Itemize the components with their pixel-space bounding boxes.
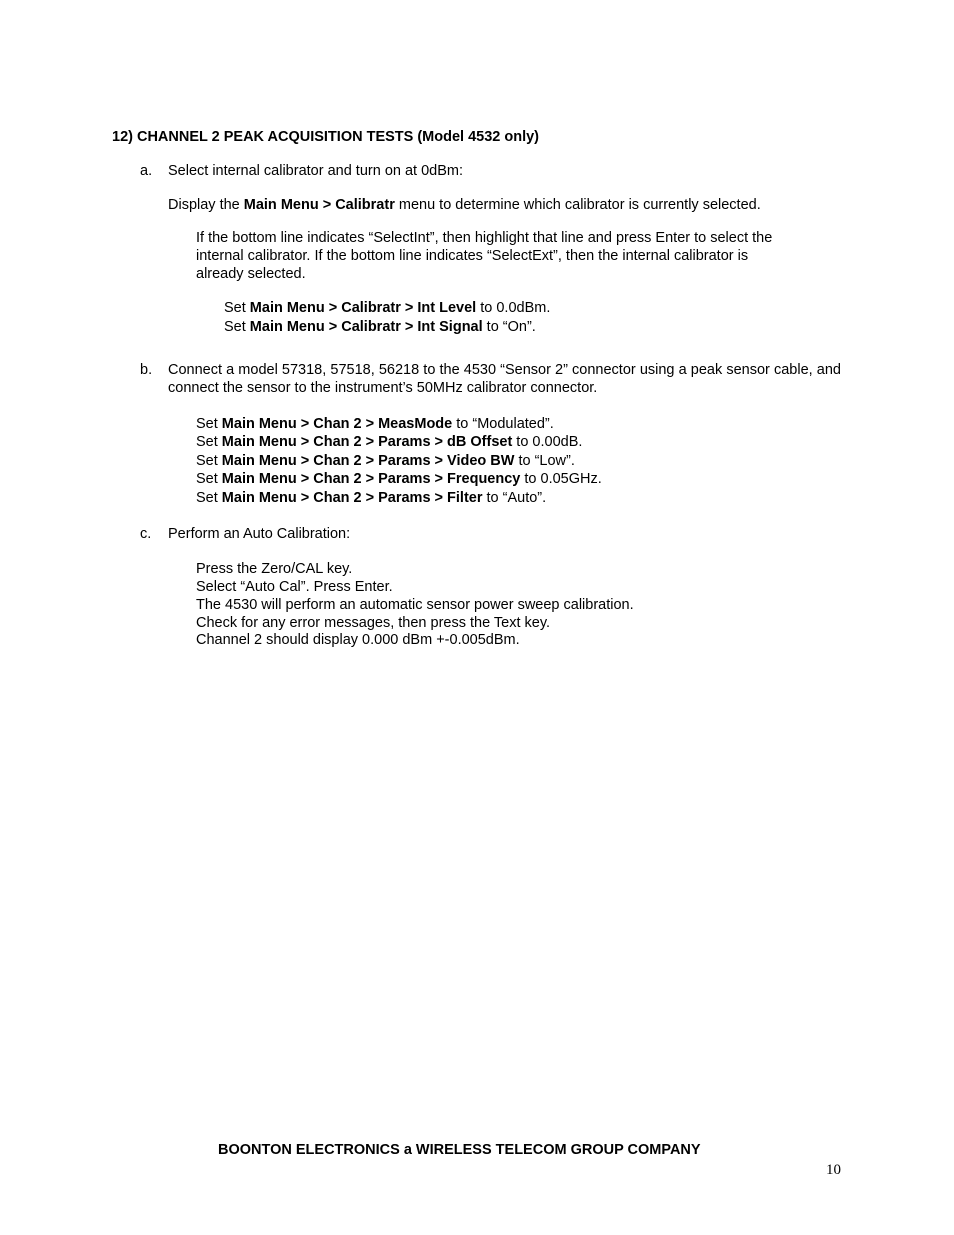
text: to “On”. (482, 319, 536, 335)
set-instruction (224, 299, 550, 317)
text: to 0.05GHz. (520, 471, 602, 487)
step: Channel 2 should display 0.000 dBm +-0.005dBm. (196, 632, 520, 648)
step: The 4530 will perform an automatic sensor power sweep calibration. (196, 597, 634, 613)
text: menu to determine which calibrator is currently selected. (394, 197, 761, 213)
menu-path: Main Menu > Calibratr > Int Signal (249, 319, 483, 335)
set-instruction (196, 489, 546, 507)
item-b-marker: b. (140, 362, 153, 378)
paragraph-line: internal calibrator. If the bottom line indicates “SelectExt”, then the internal calibrator is (196, 248, 749, 264)
text: Set (196, 490, 222, 506)
item-b-text: Connect a model 57318, 57518, 56218 to the 4530 “Sensor 2” connector using a peak sensor cable, and connect the sensor to the instrument’s 50MHz calibrator connector. (168, 362, 841, 396)
menu-path: Main Menu > Chan 2 > Params > Frequency (221, 471, 521, 487)
text: Set (196, 453, 222, 469)
set-instruction (224, 318, 536, 336)
item-c-text: Perform an Auto Calibration: (168, 526, 351, 542)
menu-path: Main Menu > Chan 2 > Params > Filter (221, 490, 483, 506)
item-a-marker: a. (140, 163, 153, 179)
text: Set (196, 416, 222, 432)
text: Set (196, 471, 222, 487)
text: to “Modulated”. (452, 416, 554, 432)
item-c-marker: c. (140, 526, 152, 542)
set-instruction (196, 452, 575, 470)
step: Check for any error messages, then press the Text key. (196, 615, 551, 631)
section-heading: 12) CHANNEL 2 PEAK ACQUISITION TESTS (Model 4532 only) (112, 129, 540, 145)
footer-company: BOONTON ELECTRONICS a WIRELESS TELECOM GROUP COMPANY (218, 1142, 701, 1158)
step: Select “Auto Cal”. Press Enter. (196, 579, 393, 595)
menu-path: Main Menu > Chan 2 > Params > Video BW (221, 453, 515, 469)
set-instruction (196, 415, 554, 433)
item-a-text: Select internal calibrator and turn on at 0dBm: (168, 163, 463, 179)
text: Display the (168, 197, 244, 213)
set-instruction (196, 470, 602, 488)
text: to 0.00dB. (512, 434, 583, 450)
menu-path: Main Menu > Chan 2 > MeasMode (221, 416, 453, 432)
text: Set (224, 319, 250, 335)
display-instruction (168, 196, 761, 214)
menu-path: Main Menu > Chan 2 > Params > dB Offset (221, 434, 513, 450)
menu-path: Main Menu > Calibratr > Int Level (249, 300, 477, 316)
paragraph-line: If the bottom line indicates “SelectInt”, then highlight that line and press Enter to select the (196, 230, 773, 246)
text: to 0.0dBm. (476, 300, 551, 316)
menu-path: Main Menu > Calibratr (243, 197, 395, 213)
text: Set (196, 434, 222, 450)
set-instruction (196, 433, 582, 451)
text: to “Low”. (514, 453, 575, 469)
text: Set (224, 300, 250, 316)
paragraph-line: already selected. (196, 266, 306, 282)
page-number: 10 (826, 1162, 841, 1178)
step: Press the Zero/CAL key. (196, 561, 353, 577)
text: to “Auto”. (482, 490, 547, 506)
